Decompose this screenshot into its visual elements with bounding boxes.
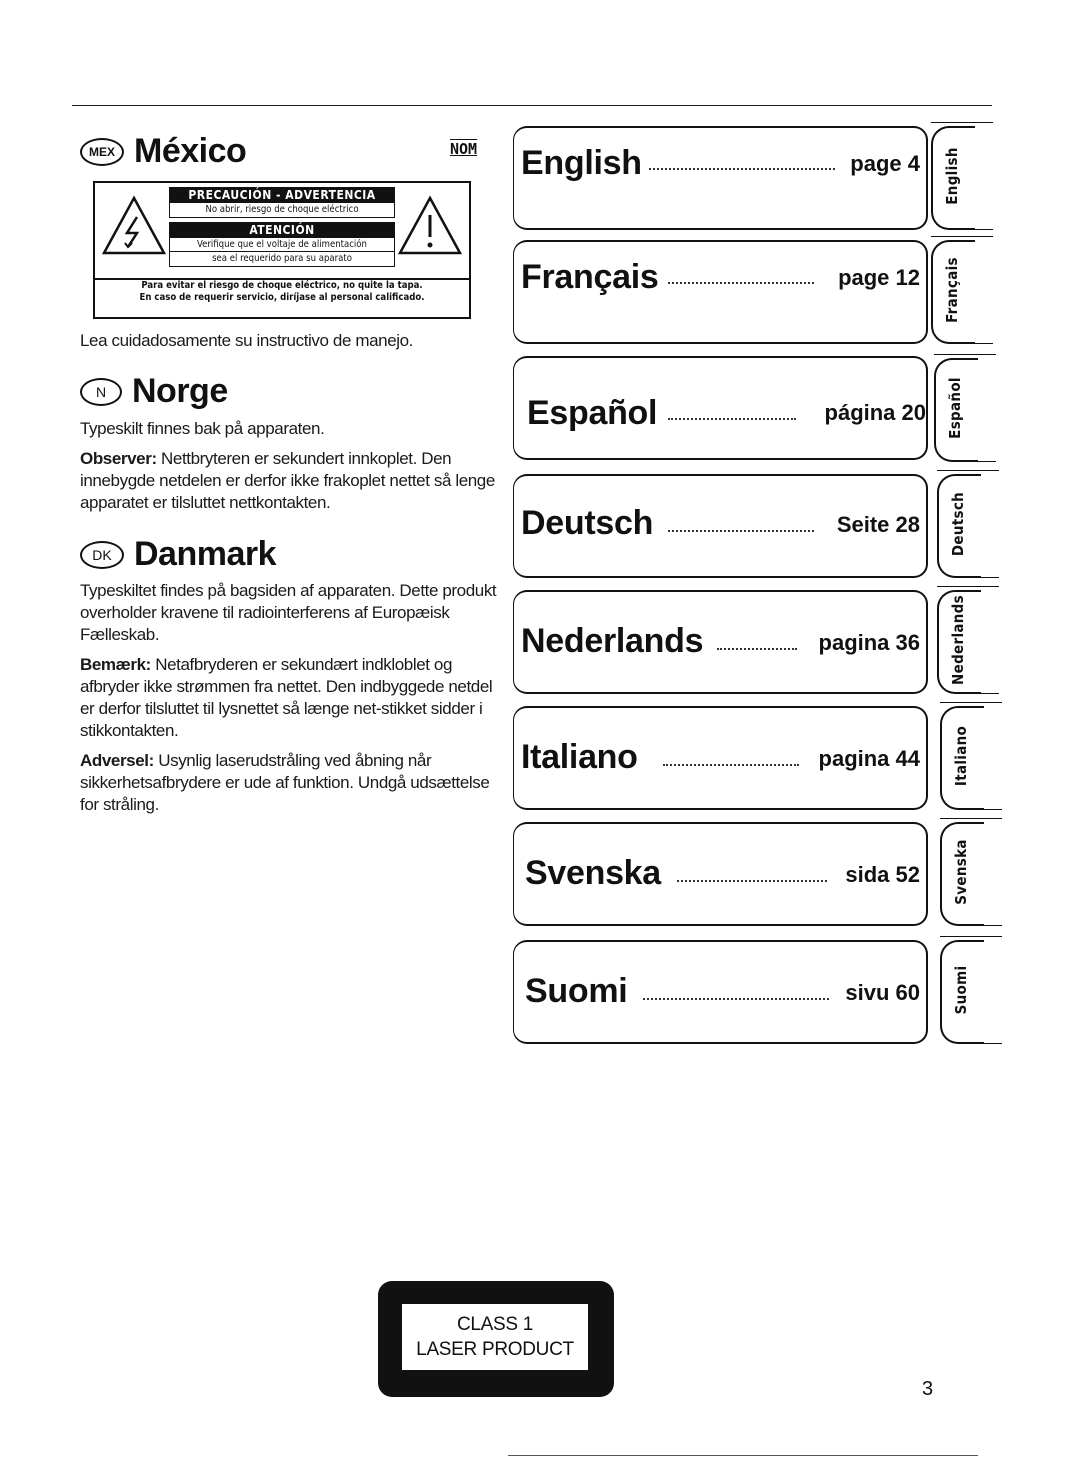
danmark-p2-label: Bemærk:: [80, 655, 151, 674]
language-entry-nederlands[interactable]: [513, 590, 928, 694]
language-page: sida 52: [845, 862, 920, 887]
danmark-heading: [80, 535, 276, 574]
tab-label: Français: [943, 257, 961, 323]
language-name: Español: [527, 394, 658, 432]
danmark-p1: Typeskiltet findes på bagsiden af apparaten. Dette produkt overholder kravene til radiointerferens af Europæisk Fælleskab.: [80, 581, 497, 644]
leader-dots: [663, 764, 799, 766]
norge-p1: Typeskilt finnes bak på apparaten.: [80, 419, 325, 438]
tab-espanol[interactable]: [928, 354, 994, 464]
top-rule: [72, 105, 992, 106]
tab-label: Español: [946, 377, 964, 439]
leader-dots: [717, 648, 797, 650]
language-entry-italiano[interactable]: [513, 706, 928, 810]
norge-title: Norge: [132, 372, 228, 410]
language-entry-suomi[interactable]: [513, 940, 928, 1044]
language-name: Svenska: [525, 854, 661, 892]
language-entry-francais[interactable]: [513, 240, 928, 344]
mexico-title: México: [134, 132, 247, 170]
leader-dots: [649, 168, 835, 170]
leader-dots: [668, 530, 814, 532]
danmark-p2: [80, 654, 500, 742]
language-page: page 4: [850, 151, 920, 176]
danmark-p3-text: Usynlig laserudstråling ved åbning når sikkerhetsafbrydere er ude af funktion. Undgå udsættelse for stråling.: [80, 751, 490, 814]
exclamation-warning-icon: [397, 195, 463, 257]
warning-line3: sea el requerido para su aparato: [169, 252, 395, 267]
language-page: Seite 28: [836, 512, 920, 537]
lightning-warning-icon: [101, 195, 167, 257]
language-entry-svenska[interactable]: [513, 822, 928, 926]
language-name: Suomi: [525, 972, 628, 1010]
warning-line2: Verifique que el voltaje de alimentación: [169, 238, 395, 252]
tab-english[interactable]: [925, 122, 991, 232]
danmark-title: Danmark: [134, 535, 277, 573]
warning-text-block: [169, 187, 395, 267]
language-entry-espanol[interactable]: [513, 356, 928, 460]
tab-label: Svenska: [952, 839, 970, 905]
language-page: pagina 36: [818, 630, 920, 655]
mexico-note: Lea cuidadosamente su instructivo de manejo.: [80, 331, 414, 350]
mexico-badge: MEX: [80, 138, 124, 166]
danmark-badge: DK: [80, 541, 124, 569]
warning-line1: No abrir, riesgo de choque eléctrico: [169, 203, 395, 218]
warning-header: PRECAUCIÓN - ADVERTENCIA: [169, 187, 395, 203]
tab-label: Suomi: [952, 965, 970, 1015]
language-page: pagina 44: [818, 746, 920, 771]
tab-svenska[interactable]: [934, 818, 1000, 928]
tab-nederlands[interactable]: [931, 586, 997, 696]
mexico-heading: [80, 132, 246, 171]
leader-dots: [677, 880, 827, 882]
nom-mark: NOM: [450, 140, 478, 158]
laser-product: LASER PRODUCT: [416, 1339, 574, 1360]
leader-dots: [643, 998, 829, 1000]
norge-p2-text: Nettbryteren er sekundert innkoplet. Den innebygde netdelen er derfor ikke frakoplet nettet så lenge apparatet er tilsluttet nettkontakten.: [80, 449, 495, 512]
language-page: page 12: [838, 265, 920, 290]
warning-bottom-line1: Para evitar el riesgo de choque eléctrico, no quite la tapa.: [141, 280, 423, 291]
norge-p2-label: Observer:: [80, 449, 157, 468]
language-name: Italiano: [521, 738, 638, 776]
language-page: sivu 60: [845, 980, 920, 1005]
language-page: página 20: [824, 400, 926, 425]
leader-dots: [668, 418, 796, 420]
leader-dots: [668, 282, 814, 284]
language-entry-english[interactable]: [513, 126, 928, 230]
tab-suomi[interactable]: [934, 936, 1000, 1046]
tab-label: English: [943, 147, 961, 205]
warning-box: [93, 181, 471, 319]
tab-francais[interactable]: [925, 236, 991, 346]
danmark-p3-label: Adversel:: [80, 751, 154, 770]
atencion-header: ATENCIÓN: [169, 222, 395, 238]
tab-italiano[interactable]: [934, 702, 1000, 812]
danmark-p3: [80, 750, 500, 816]
norge-heading: [80, 372, 228, 411]
language-name: Deutsch: [521, 504, 654, 542]
danmark-p2-text: Netafbryderen er sekundært indkloblet og afbryder ikke strømmen fra nettet. Den indbyggede netdel er derfor tilsluttet til lysnettet så længe net-stikket sidder i stikkontakten.: [80, 655, 493, 740]
bottom-rule: [508, 1455, 978, 1456]
page-number: 3: [922, 1378, 934, 1400]
warning-bottom-line2: En caso de requerir servicio, diríjase al personal calificado.: [139, 292, 425, 303]
tab-deutsch[interactable]: [931, 470, 997, 580]
norge-p2: [80, 448, 500, 514]
language-name: Français: [521, 258, 659, 296]
tab-label: Nederlands: [949, 595, 967, 685]
laser-class: CLASS 1: [456, 1314, 534, 1335]
warning-bottom: [95, 280, 469, 304]
language-name: Nederlands: [521, 622, 704, 660]
language-entry-deutsch[interactable]: [513, 474, 928, 578]
tab-label: Italiano: [952, 725, 970, 787]
norge-badge: N: [80, 378, 122, 406]
language-name: English: [521, 144, 642, 182]
tab-label: Deutsch: [949, 491, 967, 557]
laser-product-label: [378, 1281, 614, 1397]
